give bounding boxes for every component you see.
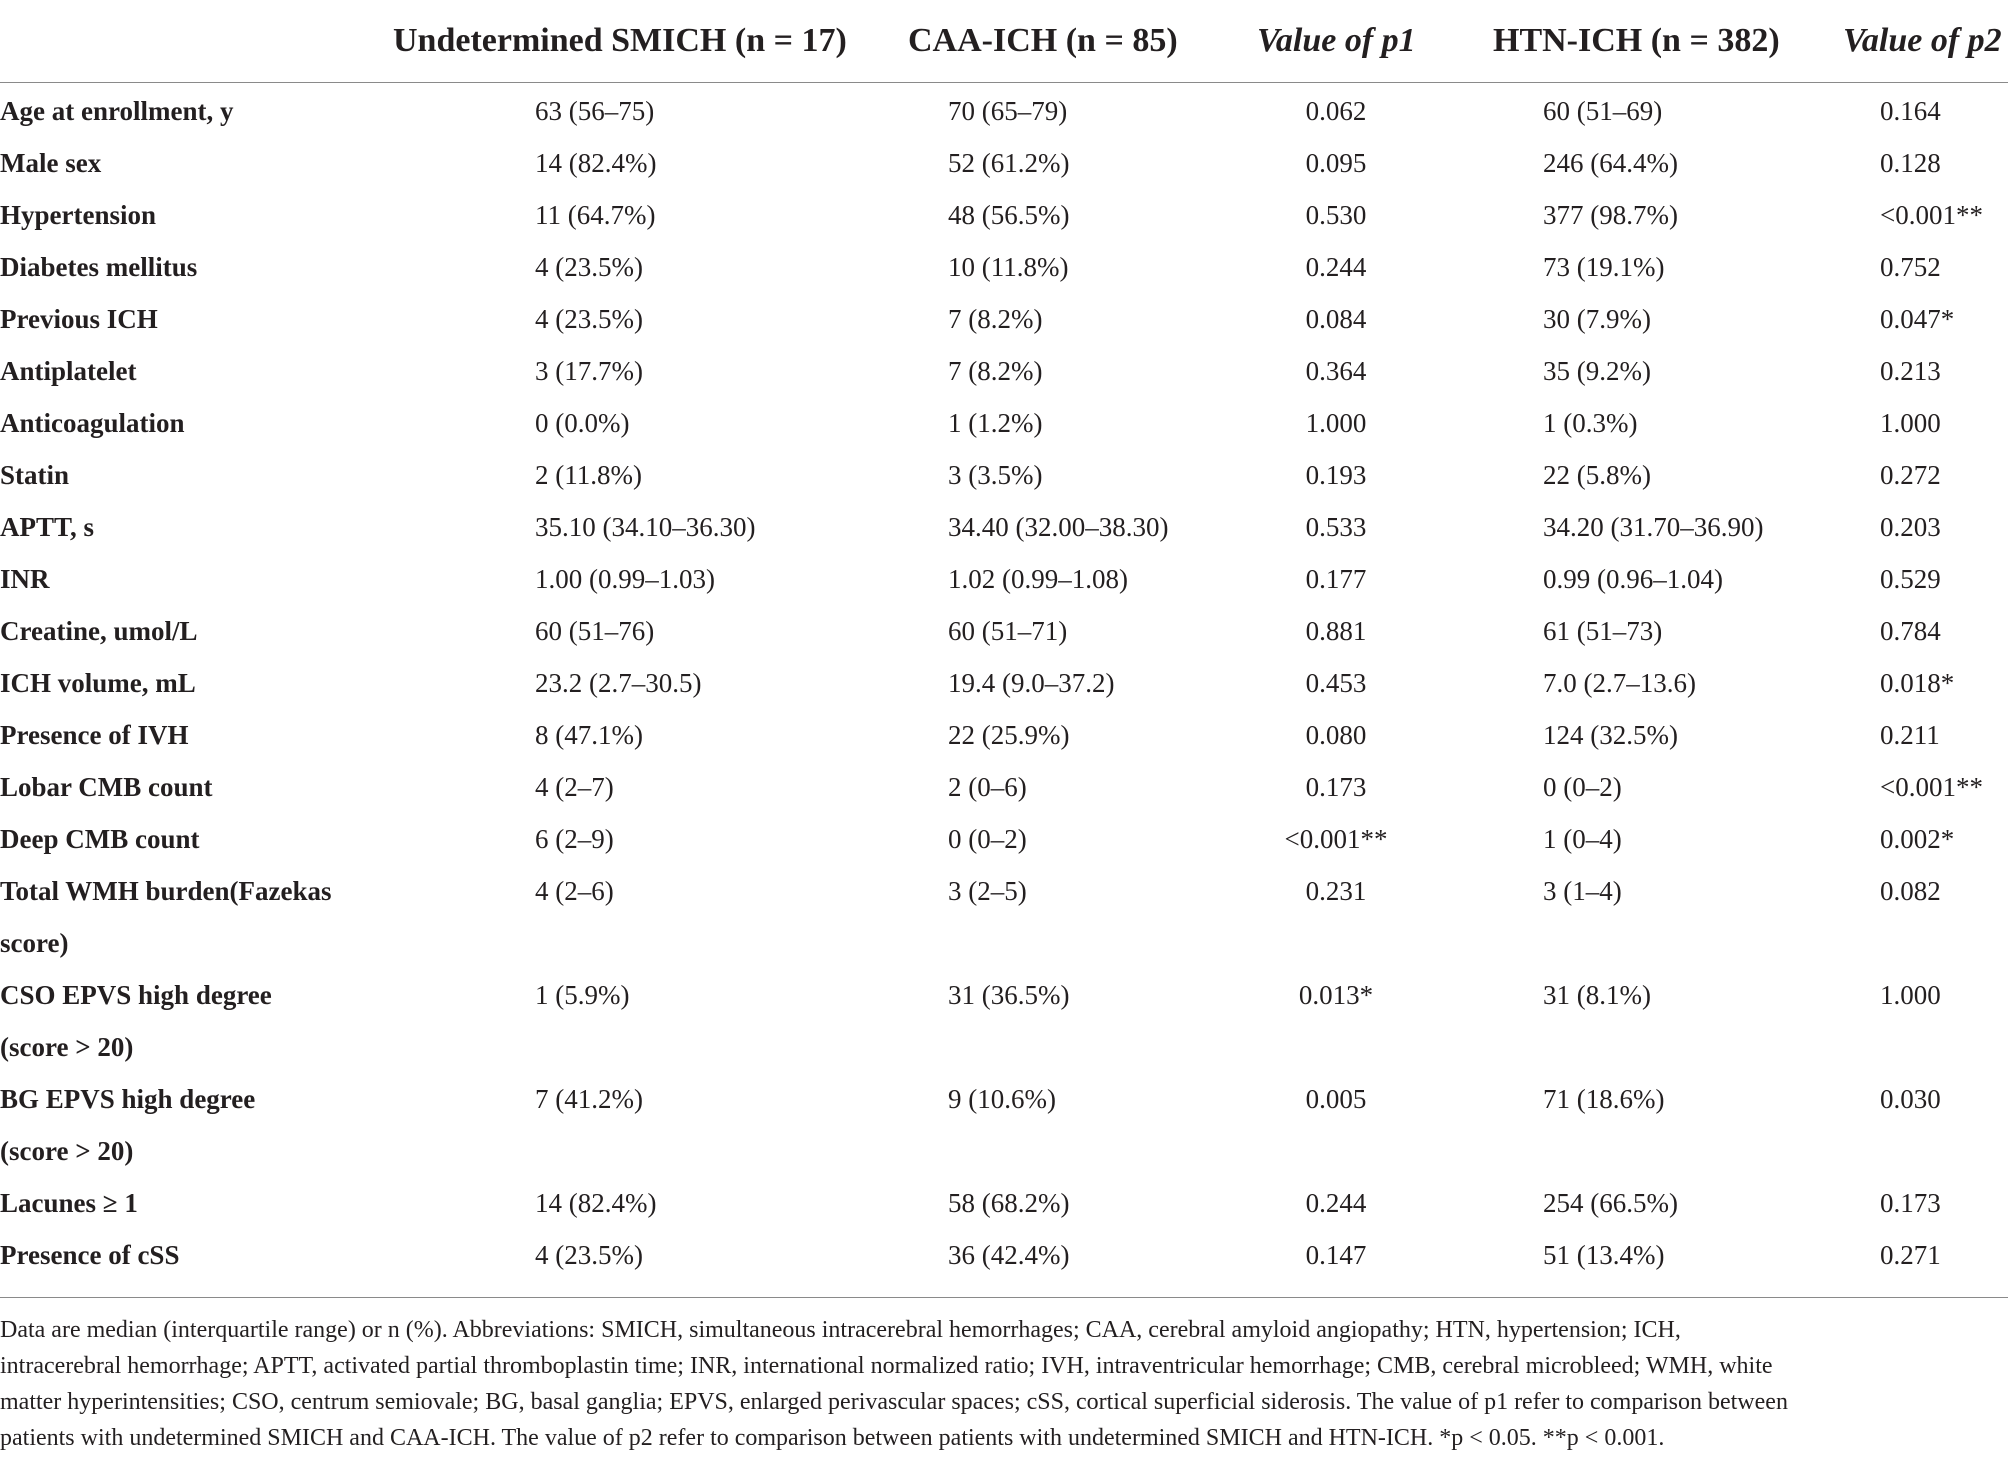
cell-caa: 52 (61.2%) <box>948 148 1070 178</box>
cell-p2: 0.211 <box>1880 720 1940 750</box>
cell-smich: 3 (17.7%) <box>535 356 643 386</box>
cell-p2: 1.000 <box>1880 980 1941 1010</box>
row-label-line: Statin <box>0 460 70 490</box>
table-row <box>0 969 2008 1073</box>
cell-smich: 6 (2–9) <box>535 824 614 854</box>
cell-caa: 58 (68.2%) <box>948 1188 1070 1218</box>
cell-smich: 0 (0.0%) <box>535 408 630 438</box>
cell-htn: 73 (19.1%) <box>1543 252 1665 282</box>
cell-p1: 0.147 <box>1305 1240 1367 1270</box>
row-label-line: ICH volume, mL <box>0 668 196 698</box>
row-label <box>0 449 69 501</box>
cell-p2: 0.784 <box>1880 616 1941 646</box>
cell-p1: 0.244 <box>1305 1188 1367 1218</box>
row-label <box>0 605 198 657</box>
row-label-line: INR <box>0 564 50 594</box>
row-label <box>0 293 158 345</box>
table-row <box>0 137 2008 189</box>
cell-p2: 0.213 <box>1880 356 1941 386</box>
cell-smich: 4 (23.5%) <box>535 252 643 282</box>
row-label-line: (score > 20) <box>0 1136 134 1166</box>
row-label <box>0 553 50 605</box>
cell-caa: 70 (65–79) <box>948 96 1068 126</box>
footnote-line-2: intracerebral hemorrhage; APTT, activated partial thromboplastin time; INR, international normalized ratio; IVH, intraventricular hemorrhage; CMB, cerebral microbleed; WMH, white <box>0 1353 1773 1379</box>
row-label-line: Presence of IVH <box>0 720 189 750</box>
row-label-line: score) <box>0 928 69 958</box>
cell-p2: 0.018* <box>1880 668 1955 698</box>
header-p2-text: Value of p2 <box>1843 22 2002 59</box>
row-label <box>0 1229 179 1281</box>
cell-caa: 1.02 (0.99–1.08) <box>948 564 1128 594</box>
row-label <box>0 397 185 449</box>
cell-p1: 0.062 <box>1305 96 1367 126</box>
cell-p1: 0.173 <box>1305 772 1367 802</box>
cell-p2: 1.000 <box>1880 408 1941 438</box>
cell-smich: 1.00 (0.99–1.03) <box>535 564 715 594</box>
table-row <box>0 1229 2008 1281</box>
cell-caa: 9 (10.6%) <box>948 1084 1056 1114</box>
cell-p2: 0.271 <box>1880 1240 1941 1270</box>
cell-htn: 51 (13.4%) <box>1543 1240 1665 1270</box>
row-label-line: Presence of cSS <box>0 1240 180 1270</box>
cell-smich: 4 (2–6) <box>535 876 614 906</box>
cell-p2: 0.128 <box>1880 148 1941 178</box>
header-p1 <box>1257 0 1416 82</box>
cell-p2: 0.752 <box>1880 252 1941 282</box>
cell-smich: 8 (47.1%) <box>535 720 643 750</box>
cell-htn: 31 (8.1%) <box>1543 980 1651 1010</box>
cell-htn: 7.0 (2.7–13.6) <box>1543 668 1696 698</box>
cell-smich: 4 (2–7) <box>535 772 614 802</box>
cell-p2: 0.203 <box>1880 512 1941 542</box>
cell-p2: 0.272 <box>1880 460 1941 490</box>
row-label-line: (score > 20) <box>0 1032 134 1062</box>
cell-caa: 60 (51–71) <box>948 616 1068 646</box>
table-row <box>0 85 2008 137</box>
cell-p1: 0.881 <box>1305 616 1367 646</box>
cell-smich: 14 (82.4%) <box>535 1188 657 1218</box>
table-row <box>0 1177 2008 1229</box>
cell-p2: 0.002* <box>1880 824 1955 854</box>
header-caa-text: CAA-ICH (n = 85) <box>908 22 1178 59</box>
table-row <box>0 553 2008 605</box>
cell-smich: 35.10 (34.10–36.30) <box>535 512 756 542</box>
cell-p1: 0.084 <box>1305 304 1367 334</box>
cell-htn: 30 (7.9%) <box>1543 304 1651 334</box>
row-label <box>0 85 233 137</box>
row-label-line: Diabetes mellitus <box>0 252 198 282</box>
cell-p2: 0.173 <box>1880 1188 1941 1218</box>
cell-p1: 0.177 <box>1305 564 1367 594</box>
cell-smich: 11 (64.7%) <box>535 200 656 230</box>
row-label-line: Deep CMB count <box>0 824 200 854</box>
row-label <box>0 137 101 189</box>
cell-p2: 0.529 <box>1880 564 1941 594</box>
cell-caa: 1 (1.2%) <box>948 408 1043 438</box>
row-label-line: BG EPVS high degree <box>0 1084 256 1114</box>
header-p2 <box>1843 0 2002 82</box>
cell-p1: 0.193 <box>1305 460 1367 490</box>
cell-p1: 0.231 <box>1305 876 1367 906</box>
cell-p1: <0.001** <box>1284 824 1388 854</box>
cell-caa: 22 (25.9%) <box>948 720 1070 750</box>
table-footnote <box>0 1297 2008 1456</box>
cell-p1: 0.364 <box>1305 356 1367 386</box>
row-label <box>0 1177 138 1229</box>
cell-htn: 3 (1–4) <box>1543 876 1622 906</box>
header-smich-text: Undetermined SMICH (n = 17) <box>393 22 847 59</box>
header-p1-text: Value of p1 <box>1257 22 1416 59</box>
cell-caa: 31 (36.5%) <box>948 980 1070 1010</box>
cell-smich: 63 (56–75) <box>535 96 655 126</box>
cell-caa: 7 (8.2%) <box>948 356 1043 386</box>
cell-smich: 1 (5.9%) <box>535 980 630 1010</box>
header-caa <box>908 0 1178 82</box>
row-label-line: Lobar CMB count <box>0 772 213 802</box>
row-label-line: Lacunes ≥ 1 <box>0 1188 138 1218</box>
row-label-line: Creatine, umol/L <box>0 616 198 646</box>
table-row <box>0 397 2008 449</box>
row-label <box>0 501 94 553</box>
row-label-line: Previous ICH <box>0 304 158 334</box>
table-row <box>0 241 2008 293</box>
cell-p2: <0.001** <box>1880 200 1983 230</box>
cell-p2: 0.082 <box>1880 876 1941 906</box>
cell-htn: 34.20 (31.70–36.90) <box>1543 512 1764 542</box>
cell-caa: 0 (0–2) <box>948 824 1027 854</box>
cell-caa: 36 (42.4%) <box>948 1240 1070 1270</box>
table-row <box>0 293 2008 345</box>
table-row <box>0 605 2008 657</box>
cell-htn: 35 (9.2%) <box>1543 356 1651 386</box>
cell-caa: 10 (11.8%) <box>948 252 1069 282</box>
cell-p2: 0.047* <box>1880 304 1955 334</box>
cell-p1: 0.530 <box>1305 200 1367 230</box>
cell-p2: 0.164 <box>1880 96 1941 126</box>
header-htn-text: HTN-ICH (n = 382) <box>1493 22 1780 59</box>
cell-caa: 19.4 (9.0–37.2) <box>948 668 1115 698</box>
row-label <box>0 761 213 813</box>
row-label <box>0 345 136 397</box>
row-label <box>0 241 197 293</box>
cell-htn: 1 (0.3%) <box>1543 408 1638 438</box>
header-smich <box>393 0 847 82</box>
cell-smich: 14 (82.4%) <box>535 148 657 178</box>
footnote-line-4: patients with undetermined SMICH and CAA-ICH. The value of p2 refer to comparison between patients with undetermined SMICH and HTN-ICH. *p < 0.05. **p < 0.001. <box>0 1425 1665 1451</box>
row-label <box>0 709 188 761</box>
cell-caa: 7 (8.2%) <box>948 304 1043 334</box>
cell-smich: 7 (41.2%) <box>535 1084 643 1114</box>
table-row <box>0 865 2008 969</box>
row-label <box>0 969 272 1073</box>
table-row <box>0 657 2008 709</box>
cell-smich: 23.2 (2.7–30.5) <box>535 668 702 698</box>
cell-htn: 0.99 (0.96–1.04) <box>1543 564 1723 594</box>
cell-smich: 2 (11.8%) <box>535 460 642 490</box>
table-row <box>0 501 2008 553</box>
table-row <box>0 813 2008 865</box>
table-row <box>0 189 2008 241</box>
table-row <box>0 1073 2008 1177</box>
cell-htn: 1 (0–4) <box>1543 824 1622 854</box>
cell-p2: <0.001** <box>1880 772 1983 802</box>
row-label-line: Total WMH burden(Fazekas <box>0 876 332 906</box>
footnote-line-3: matter hyperintensities; CSO, centrum semiovale; BG, basal ganglia; EPVS, enlarged perivascular spaces; cSS, cortical superficial siderosis. The value of p1 refer to comparison between <box>0 1389 1788 1415</box>
cell-htn: 0 (0–2) <box>1543 772 1622 802</box>
table-row <box>0 761 2008 813</box>
table-row <box>0 345 2008 397</box>
row-label-line: Hypertension <box>0 200 157 230</box>
cell-p1: 0.244 <box>1305 252 1367 282</box>
row-label-line: Anticoagulation <box>0 408 185 438</box>
row-label-line: Male sex <box>0 148 102 178</box>
cell-caa: 3 (3.5%) <box>948 460 1043 490</box>
cell-p1: 0.080 <box>1305 720 1367 750</box>
row-label <box>0 813 199 865</box>
row-label-line: Age at enrollment, y <box>0 96 234 126</box>
cell-htn: 246 (64.4%) <box>1543 148 1678 178</box>
cell-htn: 60 (51–69) <box>1543 96 1663 126</box>
cell-caa: 2 (0–6) <box>948 772 1027 802</box>
cell-smich: 60 (51–76) <box>535 616 655 646</box>
row-label-line: APTT, s <box>0 512 95 542</box>
table-header <box>0 0 2008 83</box>
row-label <box>0 657 196 709</box>
cell-htn: 124 (32.5%) <box>1543 720 1678 750</box>
cell-p1: 0.095 <box>1305 148 1367 178</box>
cell-caa: 48 (56.5%) <box>948 200 1070 230</box>
cell-p2: 0.030 <box>1880 1084 1941 1114</box>
row-label <box>0 865 332 969</box>
cell-htn: 61 (51–73) <box>1543 616 1663 646</box>
cell-p1: 0.533 <box>1305 512 1367 542</box>
cell-htn: 254 (66.5%) <box>1543 1188 1678 1218</box>
cell-p1: 0.013* <box>1298 980 1374 1010</box>
cell-p1: 1.000 <box>1305 408 1367 438</box>
cell-smich: 4 (23.5%) <box>535 1240 643 1270</box>
row-label-line: CSO EPVS high degree <box>0 980 272 1010</box>
cell-p1: 0.005 <box>1305 1084 1367 1114</box>
cell-htn: 22 (5.8%) <box>1543 460 1651 490</box>
row-label <box>0 1073 255 1177</box>
table-row <box>0 449 2008 501</box>
cell-caa: 3 (2–5) <box>948 876 1027 906</box>
cell-htn: 71 (18.6%) <box>1543 1084 1665 1114</box>
cell-htn: 377 (98.7%) <box>1543 200 1678 230</box>
cell-smich: 4 (23.5%) <box>535 304 643 334</box>
row-label-line: Antiplatelet <box>0 356 137 386</box>
cell-caa: 34.40 (32.00–38.30) <box>948 512 1169 542</box>
footnote-line-1: Data are median (interquartile range) or n (%). Abbreviations: SMICH, simultaneous intracerebral hemorrhages; CAA, cerebral amyloid angiopathy; HTN, hypertension; ICH, <box>0 1317 1681 1343</box>
header-htn <box>1493 0 1780 82</box>
cell-p1: 0.453 <box>1305 668 1367 698</box>
row-label <box>0 189 156 241</box>
table-row <box>0 709 2008 761</box>
